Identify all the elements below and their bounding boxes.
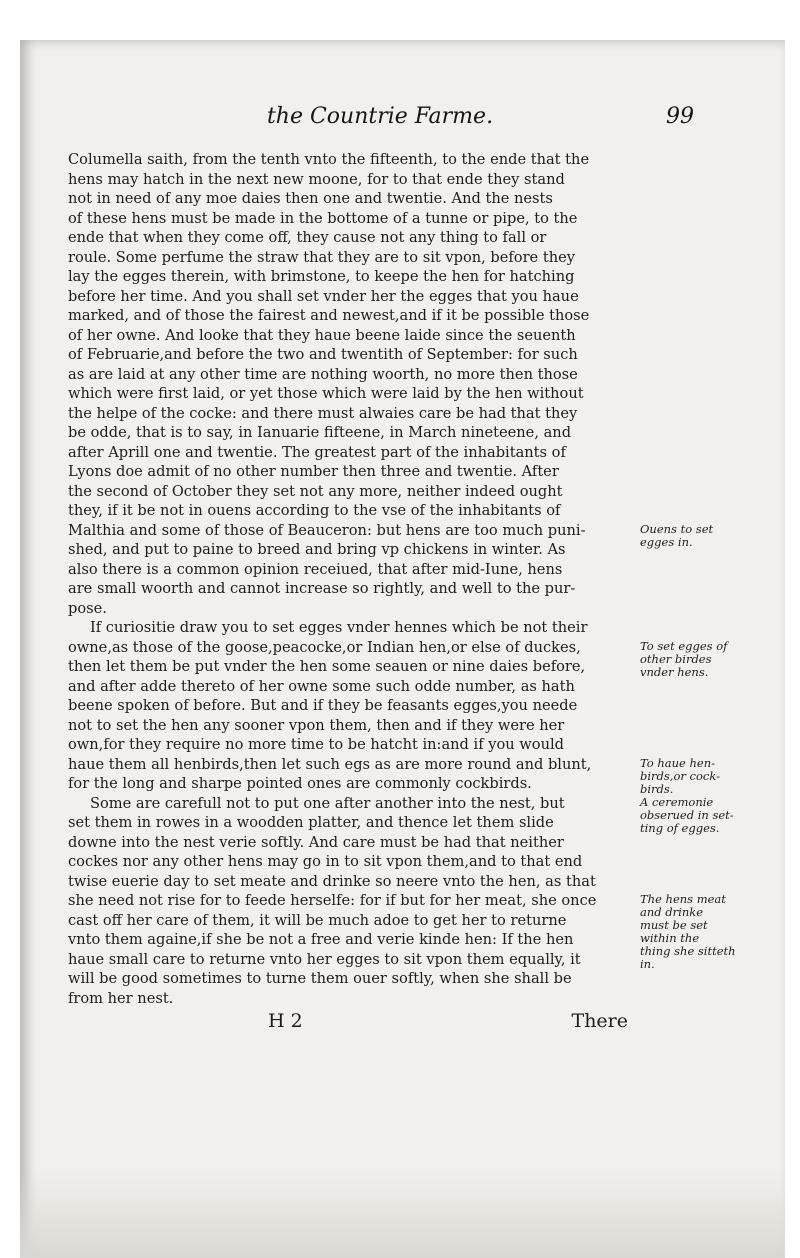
text-line: Lyons doe admit of no other number then three and twentie. After	[68, 463, 559, 480]
text-line: will be good sometimes to turne them ouer softly, when she shall be	[68, 970, 572, 987]
page-number: 99	[666, 104, 694, 129]
text-line: own,for they require no more time to be hatcht in:and if you would	[68, 736, 564, 753]
margin-note-line: other birdes	[640, 651, 712, 666]
catchword: There	[571, 1010, 628, 1032]
signature-mark: H 2	[268, 1010, 303, 1032]
text-line: owne,as those of the goose,peacocke,or Indian hen,or else of duckes,	[68, 638, 581, 656]
margin-note-line: ting of egges.	[640, 820, 720, 835]
text-line: hens may hatch in the next new moone, for to that ende they stand	[68, 170, 565, 188]
margin-note	[640, 640, 790, 679]
text-line: If curiositie draw you to set egges vnder hennes which be not their	[90, 619, 588, 636]
page-header	[120, 104, 720, 134]
text-line: marked, and of those the fairest and newest,and if it be possible those	[68, 307, 590, 324]
text-line: Some are carefull not to put one after another into the nest, but	[90, 794, 565, 812]
text-line: lay the egges therein, with brimstone, to keepe the hen for hatching	[68, 268, 575, 285]
text-line: twise euerie day to set meate and drinke so neere vnto the hen, as that	[68, 872, 596, 890]
margin-note-line: birds.	[640, 781, 674, 796]
text-line: not to set the hen any sooner vpon them, then and if they were her	[68, 716, 565, 734]
text-line: they, if it be not in ouens according to the vse of the inhabitants of	[68, 502, 561, 519]
margin-note-line: obserued in set-	[640, 807, 734, 822]
text-line: of these hens must be made in the bottome of a tunne or pipe, to the	[68, 209, 578, 227]
text-line: set them in rowes in a woodden platter, and thence let them slide	[68, 814, 554, 831]
margin-note-line: A ceremonie	[640, 794, 714, 809]
text-line: not in need of any moe daies then one and twentie. And the nests	[68, 190, 553, 207]
text-line: ende that when they come off, they cause not any thing to fall or	[68, 229, 547, 246]
margin-note	[640, 796, 790, 835]
margin-note	[640, 523, 790, 549]
text-line: cast off her care of them, it will be much adoe to get her to returne	[68, 911, 567, 929]
text-line: which were first laid, or yet those which were laid by the hen without	[68, 385, 584, 402]
text-line: Malthia and some of those of Beauceron: but hens are too much puni-	[68, 521, 586, 539]
text-line: roule. Some perfume the straw that they are to sit vpon, before they	[68, 248, 575, 266]
page-footer	[68, 1010, 628, 1036]
text-line: after Aprill one and twentie. The greatest part of the inhabitants of	[68, 443, 566, 461]
text-line: haue small care to returne vnto her egges to sit vpon them equally, it	[68, 950, 581, 968]
text-line: before her time. And you shall set vnder her the egges that you haue	[68, 287, 579, 305]
text-line: beene spoken of before. But and if they be feasants egges,you neede	[68, 697, 578, 714]
text-line: then let them be put vnder the hen some seauen or nine daies before,	[68, 658, 586, 675]
text-line: of her owne. And looke that they haue beene laide since the seuenth	[68, 326, 576, 344]
margin-note-line: and drinke	[640, 905, 703, 919]
text-line: the helpe of the cocke: and there must alwaies care be had that they	[68, 404, 578, 422]
margin-note-line: within the	[640, 931, 700, 945]
margin-note-line: The hens meat	[640, 892, 726, 906]
text-line: of Februarie,and before the two and twentith of September: for such	[68, 346, 578, 363]
text-line: and after adde thereto of her owne some such odde number, as hath	[68, 677, 575, 695]
text-line: the second of October they set not any more, neither indeed ought	[68, 482, 563, 500]
text-line: downe into the nest verie softly. And care must be had that neither	[68, 833, 564, 851]
text-line: pose.	[68, 599, 107, 617]
text-line: be odde, that is to say, in Ianuarie fifteene, in March nineteene, and	[68, 424, 572, 441]
body-text	[68, 150, 628, 1008]
text-line: shed, and put to paine to breed and bring vp chickens in winter. As	[68, 541, 566, 558]
text-line: also there is a common opinion receiued, that after mid-Iune, hens	[68, 560, 563, 578]
margin-note-line: To haue hen-	[640, 755, 715, 770]
text-line: from her nest.	[68, 989, 174, 1007]
text-line: Columella saith, from the tenth vnto the fifteenth, to the ende that the	[68, 151, 590, 168]
margin-note-line: thing she sitteth	[640, 944, 736, 958]
text-line: she need not rise for to feede herselfe: for if but for her meat, she once	[68, 892, 597, 909]
page-edge-shadow	[20, 1170, 785, 1258]
text-line: are small woorth and cannot increase so rightly, and well to the pur-	[68, 580, 576, 597]
margin-note-line: Ouens to set	[640, 521, 714, 536]
text-line: haue them all henbirds,then let such egs as are more round and blunt,	[68, 755, 592, 773]
margin-note-line: vnder hens.	[640, 664, 709, 679]
margin-note-line: must be set	[640, 918, 708, 932]
text-line: cockes nor any other hens may go in to sit vpon them,and to that end	[68, 853, 583, 870]
margin-note-line: in.	[640, 957, 655, 971]
margin-note-line: To set egges of	[640, 638, 728, 653]
text-line: as are laid at any other time are nothing woorth, no more then those	[68, 365, 578, 383]
margin-note-line: egges in.	[640, 534, 693, 549]
text-line: for the long and sharpe pointed ones are commonly cockbirds.	[68, 775, 532, 792]
margin-note-line: birds,or cock-	[640, 768, 720, 783]
text-line: vnto them againe,if she be not a free and verie kinde hen: If the hen	[68, 931, 574, 948]
margin-note	[640, 893, 790, 971]
margin-note	[640, 757, 790, 796]
running-title: the Countrie Farme.	[266, 104, 494, 129]
